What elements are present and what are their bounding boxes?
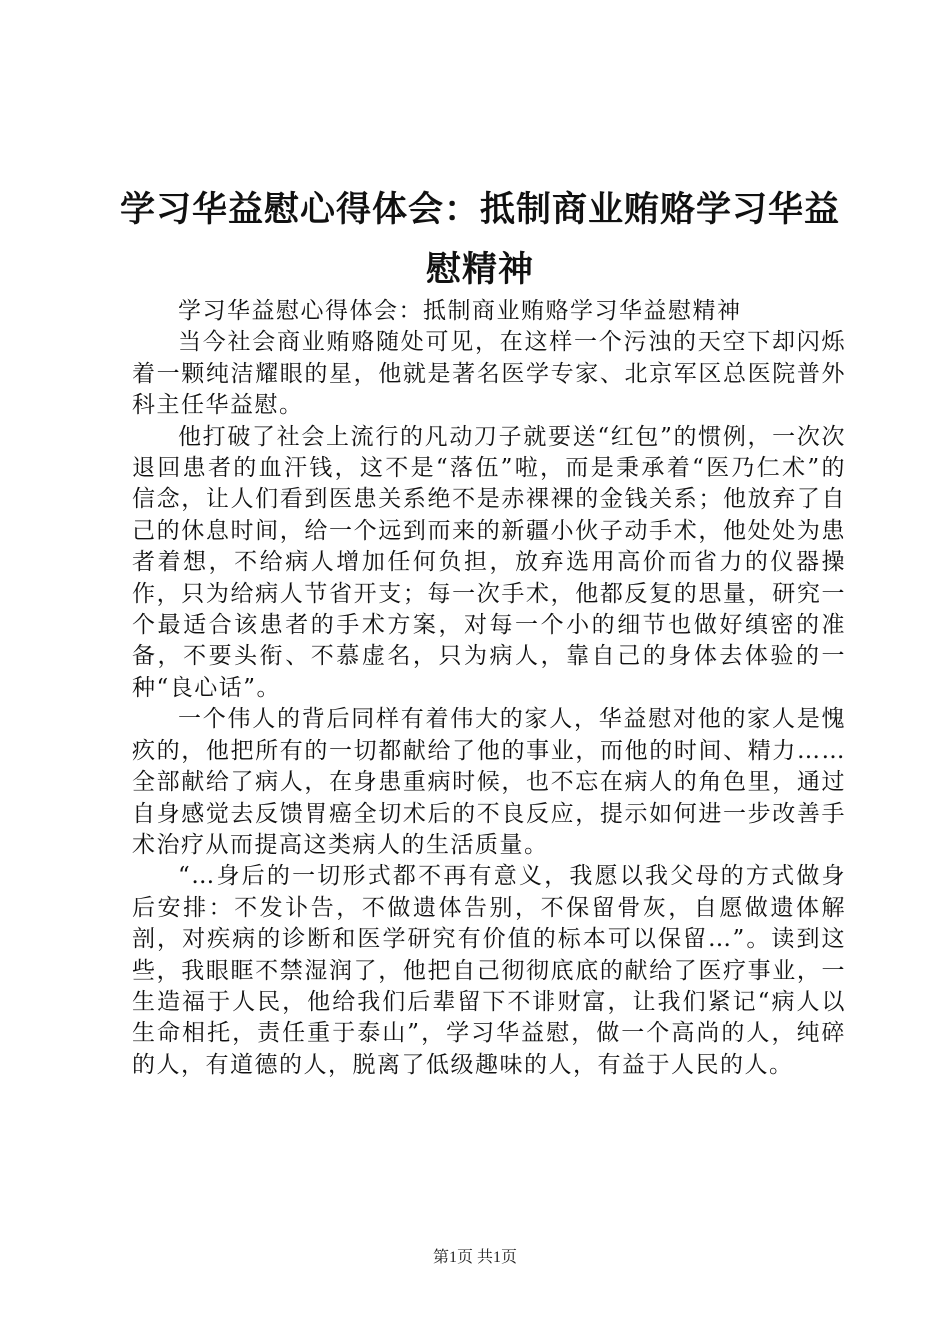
paragraph-legacy: “…身后的一切形式都不再有意义，我愿以我父母的方式做身后安排：不发讣告，不做遗体告别，不保留骨灰，自愿做遗体解剖，对疾病的诊断和医学研究有价值的标本可以保留…”。读到这些，我眼眶不禁湿润了，他把自己彻彻底底的献给了医疗事业，一生造福于人民，他给我们后辈留下不诽财富，让我们紧记“病人以生命相托，责任重于泰山”，学习华益慰，做一个高尚的人，纯碎的人，有道德的人，脱离了低级趣味的人，有益于人民的人。 — [132, 863, 846, 1078]
paragraph-family: 一个伟人的背后同样有着伟大的家人，华益慰对他的家人是愧疚的，他把所有的一切都献给了他的事业，而他的时间、精力……全部献给了病人，在身患重病时候，也不忘在病人的角色里，通过自身感觉去反馈胃癌全切术后的不良反应，提示如何进一步改善手术治疗从而提高这类病人的生活质量。 — [132, 706, 846, 858]
document-title: 学习华益慰心得体会：抵制商业贿赂学习华益慰精神 — [120, 189, 841, 290]
paragraph-intro: 当今社会商业贿赂随处可见，在这样一个污浊的天空下却闪烁着一颗纯洁耀眼的星，他就是著名医学专家、北京军区总医院普外科主任华益慰。 — [132, 329, 846, 419]
page-footer: 第1页 共1页 — [432, 1249, 517, 1266]
document-body — [132, 296, 846, 1081]
paragraph-subtitle: 学习华益慰心得体会：抵制商业贿赂学习华益慰精神 — [178, 298, 742, 324]
paragraph-deeds: 他打破了社会上流行的凡动刀子就要送“红包”的惯例，一次次退回患者的血汗钱，这不是“落伍”啦，而是秉承着“医乃仁术”的信念，让人们看到医患关系绝不是赤裸裸的金钱关系；他放弃了自己的休息时间，给一个远到而来的新疆小伙子动手术，他处处为患者着想，不给病人增加任何负担，放弃选用高价而省力的仪器操作，只为给病人节省开支；每一次手术，他都反复的思量，研究一个最适合该患者的手术方案，对每一个小的细节也做好缜密的准备，不要头衔、不慕虚名，只为病人，靠自己的身体去体验的一种“良心话”。 — [132, 423, 846, 701]
